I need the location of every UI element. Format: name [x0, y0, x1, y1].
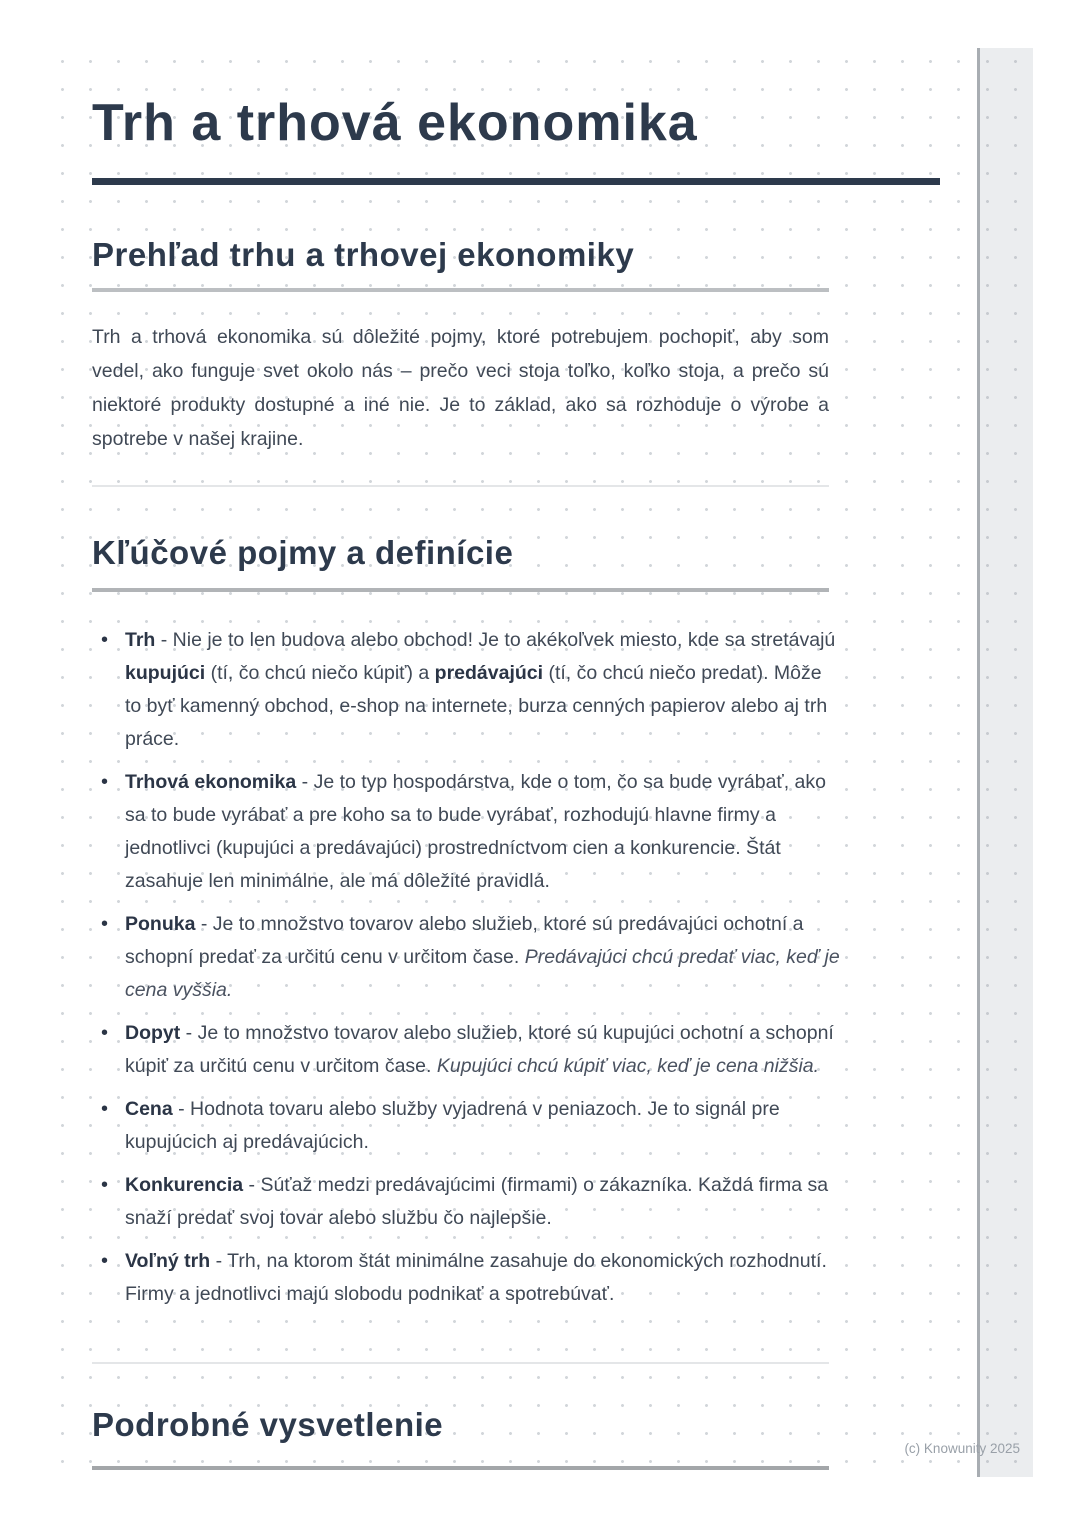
term-list-item [92, 624, 840, 756]
term-list-item [92, 1093, 840, 1159]
term-name: Trh [125, 629, 156, 651]
section-rule-overview [92, 288, 829, 292]
term-name: Ponuka [125, 913, 196, 935]
term-name: Voľný trh [125, 1250, 211, 1272]
page-title: Trh a trhová ekonomika [92, 94, 698, 152]
term-list-item [92, 1169, 840, 1235]
document-page [55, 48, 977, 1478]
term-list-item [92, 1017, 840, 1083]
term-text: - Hodnota tovaru alebo služby vyjadrená v peniazoch. Je to signál pre kupujúcich aj predávajúcich. [125, 1098, 780, 1153]
page-edge-strip [980, 48, 1033, 1477]
section-rule-key-terms [92, 588, 829, 592]
term-name: Trhová ekonomika [125, 771, 297, 793]
copyright-watermark: (c) Knowunity 2025 [904, 1441, 1020, 1456]
section-divider [92, 485, 829, 487]
term-name: kupujúci [125, 662, 206, 684]
term-text: Predávajúci chcú predať viac, keď je cena vyššia. [125, 946, 840, 1001]
section-rule-detail [92, 1466, 829, 1470]
term-text: Kupujúci chcú kúpiť viac, keď je cena nižšia. [436, 1055, 820, 1077]
term-text: - Je to typ hospodárstva, kde o tom, čo sa bude vyrábať, ako sa to bude vyrábať a pre koho sa to bude vyrábať, rozhodujú hlavne firmy a jednotlivci (kupujúci a predávajúci) prostredníctvom cien a konkurencie. Štát zasahuje len minimálne, ale má dôležité pravidlá. [125, 771, 827, 892]
term-list-item [92, 766, 840, 898]
overview-paragraph: Trh a trhová ekonomika sú dôležité pojmy, ktoré potrebujem pochopiť, aby som vedel, ako funguje svet okolo nás – prečo veci stoja toľko, koľko stoja, a prečo sú niektoré produkty dostupné a iné nie. Je to základ, ako sa rozhoduje o výrobe a spotrebe v našej krajine. [92, 326, 829, 450]
term-text: - Je to množstvo tovarov alebo služieb, ktoré sú kupujúci ochotní a schopní kúpiť za určitú cenu v určitom čase. [125, 1022, 834, 1077]
term-list-item [92, 1245, 840, 1311]
term-text: - Nie je to len budova alebo obchod! Je to akékoľvek miesto, kde sa stretávajú [155, 629, 836, 651]
section-divider [92, 1362, 829, 1364]
section-heading-key-terms: Kľúčové pojmy a definície [92, 534, 514, 571]
term-name: Cena [125, 1098, 173, 1120]
term-text: - Je to množstvo tovarov alebo služieb, ktoré sú predávajúci ochotní a schopní predať za určitú cenu v určitom čase. [125, 913, 804, 968]
term-list-item [92, 908, 840, 1007]
term-name: Konkurencia [125, 1174, 244, 1196]
term-text: - Súťaž medzi predávajúcimi (firmami) o zákazníka. Každá firma sa snaží predať svoj tovar alebo službu čo najlepšie. [125, 1174, 829, 1229]
key-terms-list [92, 624, 840, 1321]
term-text: (tí, čo chcú niečo kúpiť) a [205, 662, 435, 684]
term-text: - Trh, na ktorom štát minimálne zasahuje do ekonomických rozhodnutí. Firmy a jednotlivci majú slobodu podnikať a spotrebúvať. [125, 1250, 827, 1305]
term-name: Dopyt [125, 1022, 181, 1044]
section-heading-detail: Podrobné vysvetlenie [92, 1406, 444, 1443]
term-text: (tí, čo chcú niečo predat). Môže to byť kamenný obchod, e-shop na internete, burza cenných papierov alebo aj trh práce. [125, 662, 828, 750]
section-heading-overview: Prehľad trhu a trhovej ekonomiky [92, 236, 635, 273]
term-name: predávajúci [434, 662, 544, 684]
title-rule [92, 178, 940, 185]
